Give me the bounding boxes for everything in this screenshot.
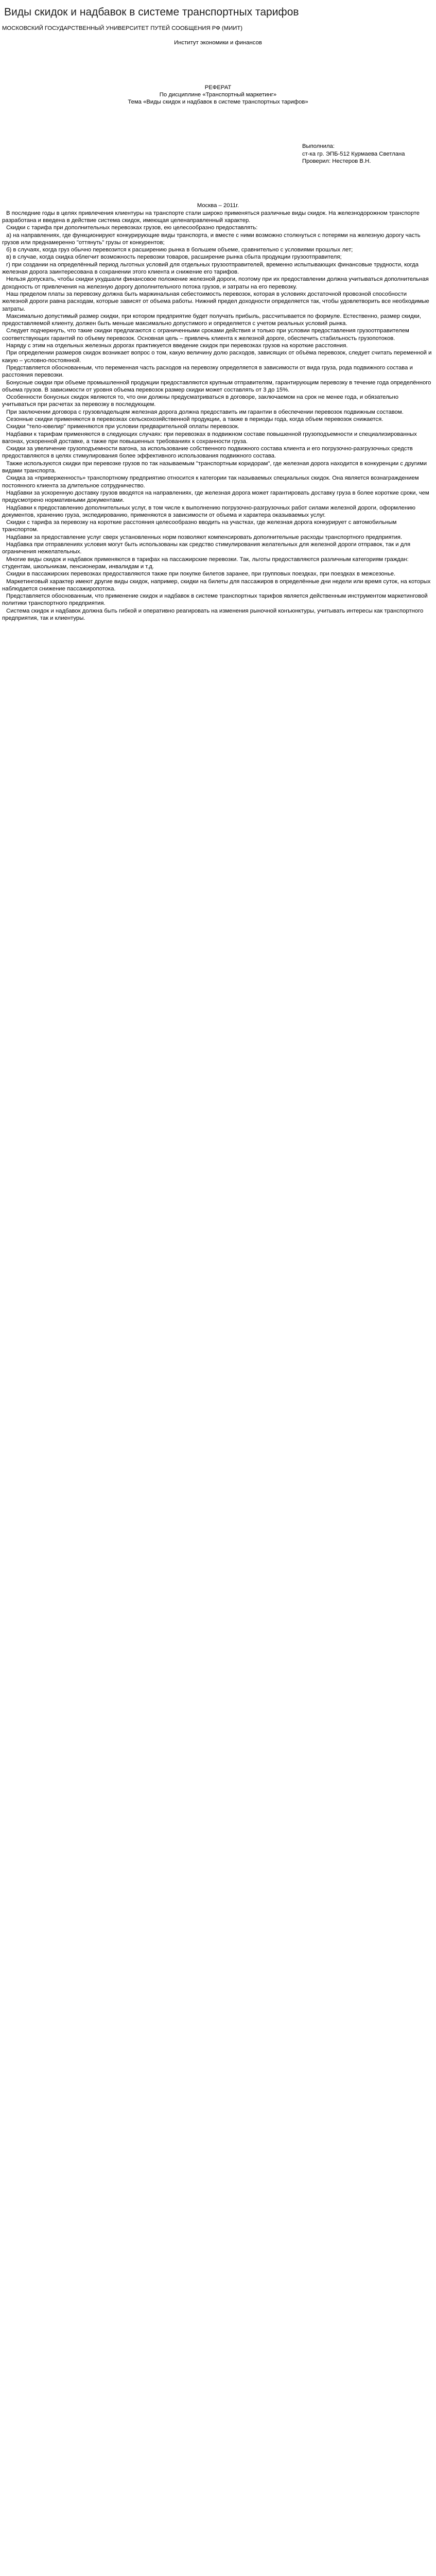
paragraph: Маркетинговый характер имеют другие виды скидок, например, скидки на билеты для пассажиров в определённые дни недели или время суток, на которых наблюдается снижение пассажиропотока. <box>2 578 431 592</box>
essay-topic: Тема «Виды скидок и надбавок в системе транспортных тарифов» <box>128 99 308 106</box>
paragraph: г) при создании на определённый период льготных условий для отдельных грузоотправителей, временно испытывающих финансовые трудности, когда железная дорога заинтересована в сохранении этого клиента и снижение его тарифов. <box>2 261 419 276</box>
essay-discipline: По дисциплине «Транспортный маркетинг» <box>159 91 277 98</box>
paragraph: Надбавка при отправлениях условия могут быть использованы как средство стимулирования желательных для железной дороги отправок, так и для ограничения нежелательных. <box>2 541 411 555</box>
paragraph: в) в случае, когда скидка облегчит возможность перевозки товаров, расширение рынка сбыта продукции грузоотправителя; <box>6 254 342 261</box>
paragraph: Скидки "тело-ювелир" применяются при условии предварительной оплаты перевозок. <box>6 423 239 430</box>
essay-type: РЕФЕРАТ <box>204 84 232 91</box>
paragraph: Максимально допустимый размер скидки, при котором предприятие будет получать прибыль, рассчитывается по формуле. Естественно, размер скидки, предоставляемой клиенту, должен быть меньше максимально допустимого и определяется с учетом реальных условий рынка. <box>2 313 421 327</box>
paragraph: При определении размеров скидок возникает вопрос о том, какую величину долю расходов, зависящих от объёма перевозок, следует считать переменной и какую – условно-постоянной. <box>2 350 432 364</box>
place-and-year: Москва – 2011г. <box>197 202 239 209</box>
institute-name: Институт экономики и финансов <box>174 40 262 46</box>
paragraph: Бонусные скидки при объеме промышленной продукции предоставляются крупным отправителям, гарантирующим перевозку в течение года определённого объема грузов. В зависимости от уровня объема перевозок размер скидки может составлять от 3 до 15%. <box>2 379 431 393</box>
paragraph: Нельзя допускать, чтобы скидки ухудшали финансовое положение железной дороги, поэтому при их предоставлении должна учитываться дополнительная доходность от привлечения на железную дорогу дополнительного потока грузов, и затраты на его перевозку. <box>2 276 429 290</box>
paragraph: Скидки в пассажирских перевозках предоставляются также при покупке билетов заранее, при групповых поездках, при поездках в межсезонье. <box>6 571 396 578</box>
paragraph: При заключении договора с грузовладельцем железная дорога должна предоставить им гарантии в обеспечении перевозок подвижным составом. <box>6 409 404 415</box>
paragraph: Скидки с тарифа при дополнительных перевозках грузов, ею целесообразно предоставлять: <box>6 225 258 231</box>
paragraph: Наряду с этим на отдельных железных дорогах практикуется введение скидок при перевозках грузов на короткие расстояния. <box>6 343 348 349</box>
paragraph: Особенности бонусных скидок являются то, что они должны предусматриваться в договоре, заключаемом на срок не менее года, и обязательно учитываться при расчетах за перевозку в последующем. <box>2 394 399 408</box>
paragraph: Скидка за «приверженность» транспортному предприятию относится к категории так называемых специальных скидок. Она является вознаграждением постоянного клиента за длительное сотрудничество. <box>2 475 419 489</box>
text-body <box>2 210 434 622</box>
paragraph: Система скидок и надбавок должна быть гибкой и оперативно реагировать на изменения рыночной конъюнктуры, учитывать интересы как транспортного предприятия, так и клиентуры. <box>2 607 424 621</box>
paragraph: Многие виды скидок и надбавок применяются в тарифах на пассажирские перевозки. Так, льготы предоставляются различным категориям граждан: студентам, школьникам, пенсионерам, инвалидам и т.д. <box>2 556 409 570</box>
paragraph: Сезонные скидки применяются в перевозках сельскохозяйственной продукции, а также в периоды года, когда объем перевозок снижается. <box>6 416 383 422</box>
paragraph: Представляется обоснованным, что применение скидок и надбавок в системе транспортных тарифов является действенным инструментом маркетинговой политики транспортного предприятия. <box>2 593 428 607</box>
student-name: ст-ка гр. ЭПБ-512 Курмаева Светлана <box>302 150 405 157</box>
paragraph: Также используются скидки при перевозке грузов по так называемым "транспортным коридорам", где железная дорога находится в конкуренции с другими видами транспорта. <box>2 460 427 474</box>
paragraph: Скидки за увеличение грузоподъемности вагона, за использование собственного подвижного состава клиента и его погрузочно-разгрузочных средств предоставляются в целях стимулирования более эффективного использования подвижного состава. <box>2 446 413 460</box>
document-body <box>2 25 434 622</box>
paragraph: Следует подчеркнуть, что такие скидки предлагаются с ограниченными сроками действия и только при условии предоставления грузоотправителем соответствующих гарантий по объему перевозок. Основная цель – привлечь клиента к железной дороге, обеспечить стабильность грузопотоков. <box>2 328 409 342</box>
university-name: МОСКОВСКИЙ ГОСУДАРСТВЕННЫЙ УНИВЕРСИТЕТ ПУТЕЙ СООБЩЕНИЯ РФ (МИИТ) <box>2 25 242 31</box>
paragraph: Наш пределом платы за перевозку должна быть маржинальная себестоимость перевозок, которая в условиях достаточной провозной способности железной дороги равна расходам, которые зависят от объема работы. Нижний предел доходности определяется так, чтобы удовлетворить все необходимые затраты. <box>2 291 429 312</box>
paragraph: Надбавки к предоставлению дополнительных услуг, в том числе к выполнению погрузочно-разгрузочных работ силами железной дороги, оформлению документов, хранению груза, экспедированию, применяются в зависимости от объема и характера оказываемых услуг. <box>2 504 415 518</box>
paragraph: Надбавки за предоставление услуг сверх установленных норм позволяют компенсировать дополнительные расходы транспортного предприятия. <box>6 534 403 540</box>
paragraph: б) в случаях, когда груз обычно перевозится к расширению рынка в большем объеме, сравнительно с условиями прошлых лет; <box>6 247 353 253</box>
paragraph: Представляется обоснованным, что переменная часть расходов на перевозку определяется в зависимости от вида груза, рода подвижного состава и расстояния перевозки. <box>2 364 413 379</box>
paragraph: Надбавки за ускоренную доставку грузов вводятся на направлениях, где железная дорога может гарантировать доставку груза в более короткие сроки, чем предусмотрено нормативными документами. <box>2 489 429 504</box>
done-label: Выполнила: <box>302 143 335 150</box>
checked-by: Проверил: Нестеров В.Н. <box>302 158 371 165</box>
paragraph: В последние годы в целях привлечения клиентуры на транспорте стали широко применяться различные виды скидок. На железнодорожном транспорте разработана и введена в действие система скидок, имеющая целенаправленный характер. <box>2 210 420 224</box>
page-title: Виды скидок и надбавок в системе транспортных тарифов <box>4 6 299 18</box>
paragraph: Скидки с тарифа за перевозку на короткие расстояния целесообразно вводить на участках, где железная дорога конкурирует с автомобильным транспортом. <box>2 519 397 533</box>
paragraph: а) на направлениях, где функционируют конкурирующие виды транспорта, и вместе с ними возможно столкнуться с потерями на железную дорогу часть грузов или преднамеренно "оттянуть" грузы от конкурентов; <box>2 232 421 246</box>
paragraph: Надбавки к тарифам применяются в следующих случаях: при перевозках в подвижном составе повышенной грузоподъемности и специализированных вагонах, ускоренной доставке, а также при повышенных требованиях к сохранности груза. <box>2 431 417 445</box>
